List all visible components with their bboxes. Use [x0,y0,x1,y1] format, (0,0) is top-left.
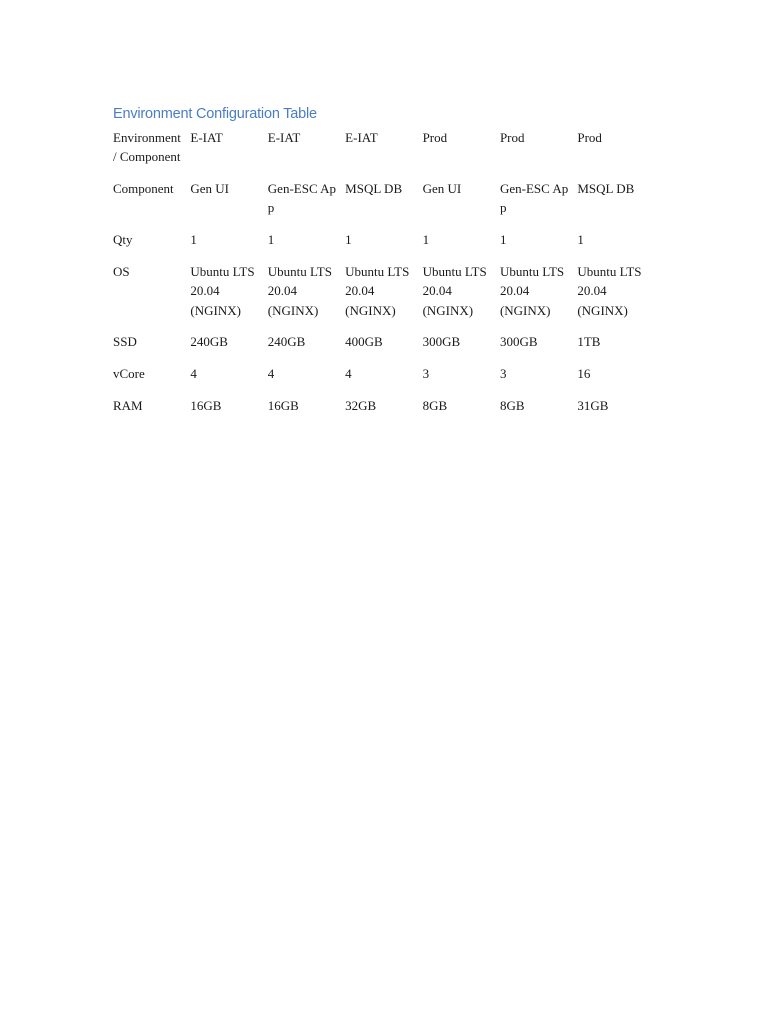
table-cell: Gen-ESC App [499,181,569,216]
table-cell: 8GB [422,397,448,413]
table-cell: 4 [267,366,275,382]
table-cell: 1 [190,232,197,248]
table-cell: 16 [577,366,591,382]
table-cell: 300GB [422,334,461,350]
row-label-os: OS [113,263,130,279]
table-cell: 3 [422,366,430,382]
table-row-os [109,262,651,332]
table-cell: Ubuntu LTS 20.04 (NGINX) [422,263,487,318]
table-cell: 3 [499,366,507,382]
table-row-component [109,179,651,230]
table-cell: Ubuntu LTS 20.04 (NGINX) [267,263,332,318]
table-cell: Ubuntu LTS 20.04 (NGINX) [345,263,410,318]
table-cell: 4 [345,366,352,382]
table-cell: 1 [577,232,584,248]
row-label-ssd: SSD [113,334,137,350]
environment-configuration-table [109,128,651,428]
table-cell: Ubuntu LTS 20.04 (NGINX) [499,263,565,318]
table-cell: 16GB [267,397,299,413]
table-cell: Prod [577,130,602,145]
table-cell: Gen UI [422,181,462,197]
table-row-ram [109,396,651,428]
table-cell: E-IAT [345,130,378,145]
table-cell: 31GB [577,397,609,413]
table-cell: 1TB [577,334,601,350]
table-row-qty [109,230,651,262]
table-cell: Prod [499,130,525,145]
document-title: Environment Configuration Table [113,106,317,122]
row-label-vcore: vCore [113,366,145,382]
table-cell: 1 [422,232,430,248]
table-cell: 4 [190,366,197,382]
row-label-qty: Qty [113,232,133,248]
table-cell: 400GB [345,334,383,350]
table-cell: 300GB [499,334,538,350]
table-cell: MSQL DB [345,181,403,197]
table-cell: Ubuntu LTS 20.04 (NGINX) [577,263,642,318]
table-row-vcore [109,364,651,396]
table-cell: 1 [267,232,275,248]
table-cell: 1 [345,232,352,248]
table-cell: Prod [422,130,448,145]
table-cell: 8GB [499,397,525,413]
table-cell: Gen-ESC App [267,181,337,216]
row-label-ram: RAM [113,397,143,413]
table-row-ssd [109,332,651,364]
table-cell: 16GB [190,397,222,413]
table-cell: Ubuntu LTS 20.04 (NGINX) [190,263,255,318]
row-label-environment-component: Environment / Component [113,130,181,165]
table-cell: E-IAT [190,130,223,145]
table-cell: Gen UI [190,181,230,197]
table-cell: 1 [499,232,507,248]
row-label-component: Component [113,181,174,197]
table-row-environment [109,128,651,179]
table-cell: 240GB [267,334,306,350]
table-cell: 32GB [345,397,377,413]
table-cell: 240GB [190,334,228,350]
table-cell: E-IAT [267,130,301,145]
table-cell: MSQL DB [577,181,635,197]
